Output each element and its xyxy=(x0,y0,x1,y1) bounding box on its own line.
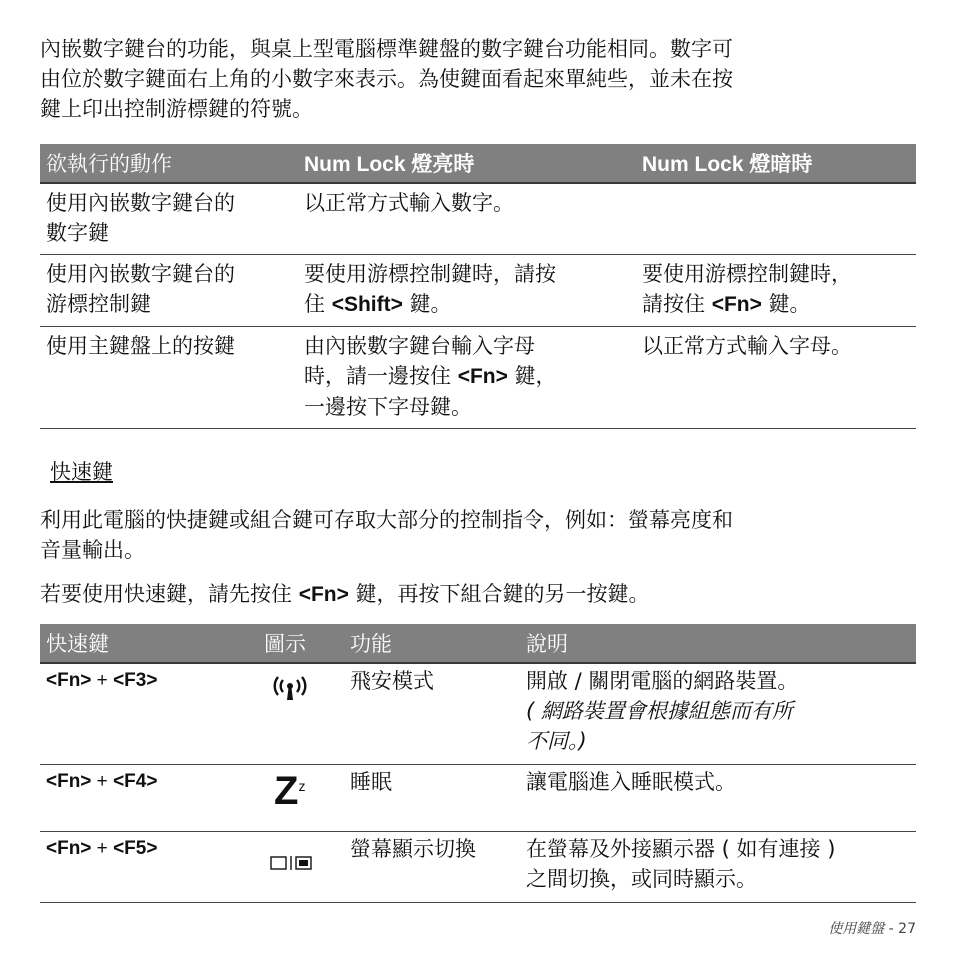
page-number: 27 xyxy=(898,921,916,937)
numlock-off-cell xyxy=(636,183,916,255)
icon-cell xyxy=(258,832,344,903)
header-hotkey: 快速鍵 xyxy=(40,624,258,663)
numlock-on-cell: 要使用游標控制鍵時，請按 住 <Shift> 鍵。 xyxy=(298,255,636,327)
numlock-table xyxy=(40,144,916,429)
icon-cell xyxy=(258,765,344,832)
table-header-row xyxy=(40,624,916,663)
page-footer: 使用鍵盤 - 27 xyxy=(828,921,916,937)
function-cell: 螢幕顯示切換 xyxy=(344,832,520,903)
key-shift: <Shift> xyxy=(331,293,403,316)
page-content xyxy=(40,34,916,903)
table-row xyxy=(40,765,916,832)
numlock-off-cell: 要使用游標控制鍵時， 請按住 <Fn> 鍵。 xyxy=(636,255,916,327)
table-header-row xyxy=(40,144,916,183)
hotkey-cell: <Fn> + <F5> xyxy=(40,832,258,903)
intro-paragraph: 內嵌數字鍵台的功能，與桌上型電腦標準鍵盤的數字鍵台功能相同。數字可 由位於數字鍵面右上角的小數字來表示。為使鍵面看起來單純些，並未在按 鍵上印出控制游標鍵的符號。 xyxy=(40,37,733,121)
key-fn: <Fn> xyxy=(711,293,762,316)
section-heading-hotkeys: 快速鍵 xyxy=(50,460,113,484)
header-numlock-off: Num Lock 燈暗時 xyxy=(636,144,916,183)
description-cell: 讓電腦進入睡眠模式。 xyxy=(520,765,916,832)
key-fn: <Fn> xyxy=(457,365,508,388)
header-numlock-on: Num Lock 燈亮時 xyxy=(298,144,636,183)
icon-cell xyxy=(258,663,344,765)
description-cell: 開啟 / 關閉電腦的網路裝置。 ( 網路裝置會根據組態而有所 不同。) xyxy=(520,663,916,765)
key-fn: <Fn> xyxy=(298,583,349,606)
header-function: 功能 xyxy=(344,624,520,663)
action-cell: 使用內嵌數字鍵台的 數字鍵 xyxy=(40,183,298,255)
hotkey-cell: <Fn> + <F4> xyxy=(40,765,258,832)
function-cell: 飛安模式 xyxy=(344,663,520,765)
footer-section-title: 使用鍵盤 xyxy=(828,921,885,937)
numlock-off-cell: 以正常方式輸入字母。 xyxy=(636,327,916,429)
table-row xyxy=(40,255,916,327)
action-cell: 使用主鍵盤上的按鍵 xyxy=(40,327,298,429)
sleep-icon: $Z^z$ xyxy=(274,769,306,813)
table-row xyxy=(40,832,916,903)
hotkey-cell: <Fn> + <F3> xyxy=(40,663,258,765)
numlock-on-cell: 以正常方式輸入數字。 xyxy=(298,183,636,255)
numlock-on-cell: 由內嵌數字鍵台輸入字母 時，請一邊按住 <Fn> 鍵， 一邊按下字母鍵。 xyxy=(298,327,636,429)
description-cell: 在螢幕及外接顯示器 ( 如有連接 ) 之間切換，或同時顯示。 xyxy=(520,832,916,903)
table-row xyxy=(40,183,916,255)
function-cell: 睡眠 xyxy=(344,765,520,832)
action-cell: 使用內嵌數字鍵台的 游標控制鍵 xyxy=(40,255,298,327)
wireless-icon xyxy=(270,674,310,704)
hotkeys-paragraph-2: 若要使用快速鍵，請先按住 <Fn> 鍵，再按下組合鍵的另一按鍵。 xyxy=(40,582,650,606)
hotkeys-paragraph-1: 利用此電腦的快捷鍵或組合鍵可存取大部分的控制指令，例如：螢幕亮度和 音量輸出。 xyxy=(40,508,733,562)
header-description: 說明 xyxy=(520,624,916,663)
header-action: 欲執行的動作 xyxy=(40,144,298,183)
header-icon: 圖示 xyxy=(258,624,344,663)
table-row xyxy=(40,327,916,429)
table-row xyxy=(40,663,916,765)
display-switch-icon xyxy=(270,854,316,874)
hotkeys-table xyxy=(40,624,916,903)
